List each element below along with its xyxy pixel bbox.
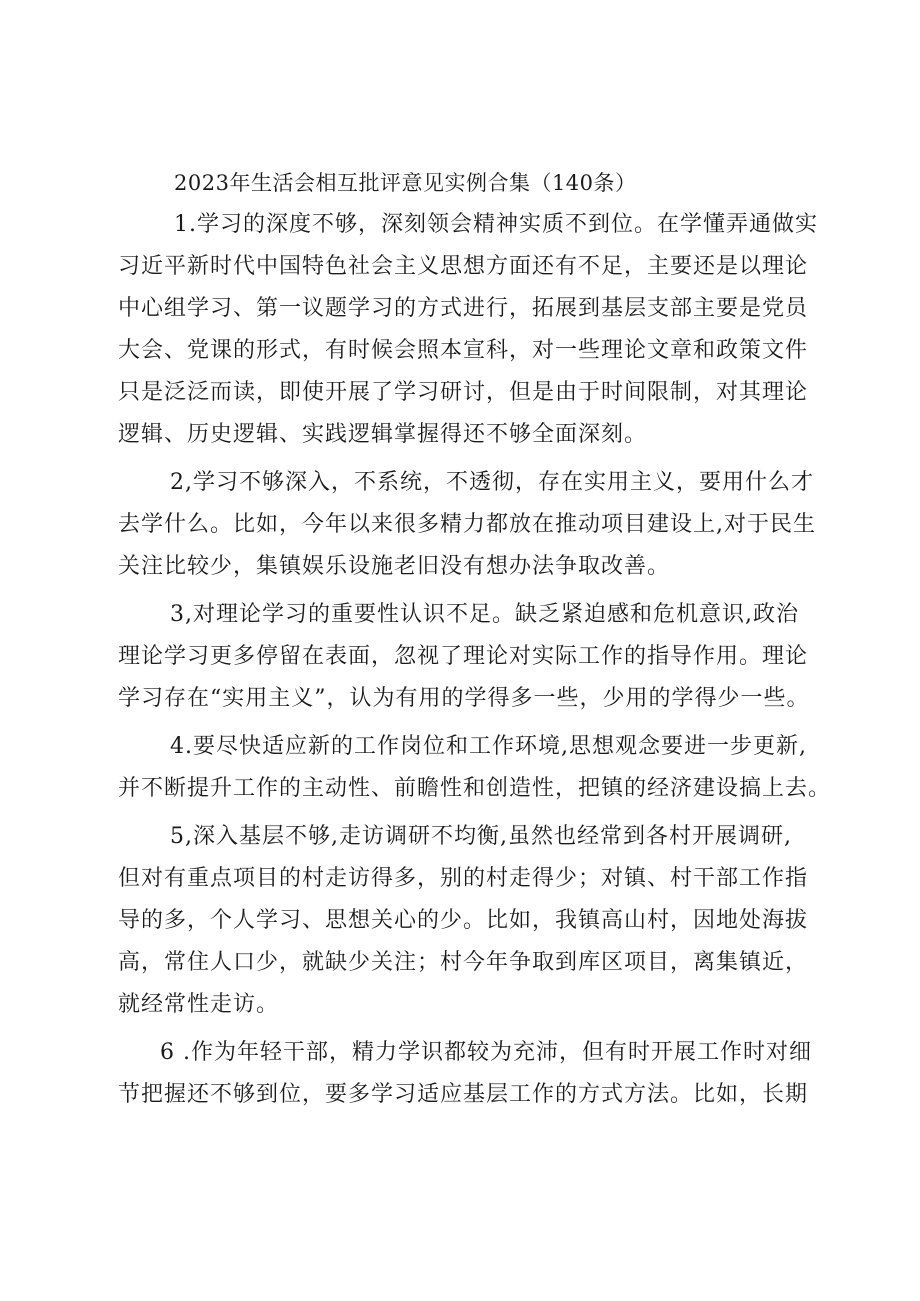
paragraph-line: 习近平新时代中国特色社会主义思想方面还有不足，主要还是以理论 [118, 254, 809, 279]
paragraph-line: 只是泛泛而读，即使开展了学习研讨，但是由于时间限制，对其理论 [118, 380, 809, 405]
paragraph-line: 4.要尽快适应新的工作岗位和工作环境,思想观念要进一步更新, [170, 734, 807, 759]
paragraph-line: 逻辑、历史逻辑、实践逻辑掌握得还不够全面深刻。 [118, 422, 648, 447]
paragraph-line: 去学什么。比如，今年以来很多精力都放在推动项目建设上,对于民生 [118, 512, 816, 537]
paragraph-line: 2,学习不够深入，不系统，不透彻，存在实用主义，要用什么才 [170, 470, 814, 495]
document-title: 2023年生活会相互批评意见实例合集（140条） [174, 171, 637, 195]
paragraph-line: 学习存在“实用主义”，认为有用的学得多一些，少用的学得少一些。 [118, 686, 810, 711]
paragraph-line: 理论学习更多停留在表面，忽视了理论对实际工作的指导作用。理论 [118, 644, 809, 669]
paragraph-line: 5,深入基层不够,走访调研不均衡,虽然也经常到各村开展调研, [170, 824, 792, 849]
paragraph-line: 并不断提升工作的主动性、前瞻性和创造性，把镇的经济建设搞上去。 [118, 776, 832, 801]
paragraph-line: 中心组学习、第一议题学习的方式进行，拓展到基层支部主要是党员 [118, 296, 809, 321]
paragraph-line: 6 .作为年轻干部，精力学识都较为充沛，但有时开展工作时对细 [160, 1040, 812, 1065]
paragraph-line: 高，常住人口少，就缺少关注；村今年争取到库区项目，离集镇近， [118, 950, 809, 975]
paragraph-line: 但对有重点项目的村走访得多，别的村走得少；对镇、村干部工作指 [118, 866, 809, 891]
paragraph-line: 就经常性走访。 [118, 992, 280, 1017]
paragraph-line: 1.学习的深度不够，深刻领会精神实质不到位。在学懂弄通做实 [174, 212, 818, 237]
paragraph-line: 节把握还不够到位，要多学习适应基层工作的方式方法。比如，长期 [118, 1082, 809, 1107]
paragraph-line: 导的多，个人学习、思想关心的少。比如，我镇高山村，因地处海拔 [118, 908, 809, 933]
paragraph-line: 关注比较少，集镇娱乐设施老旧没有想办法争取改善。 [118, 554, 671, 579]
paragraph-line: 大会、党课的形式，有时候会照本宣科，对一些理论文章和政策文件 [118, 338, 809, 363]
paragraph-line: 3,对理论学习的重要性认识不足。缺乏紧迫感和危机意识,政治 [170, 602, 799, 627]
